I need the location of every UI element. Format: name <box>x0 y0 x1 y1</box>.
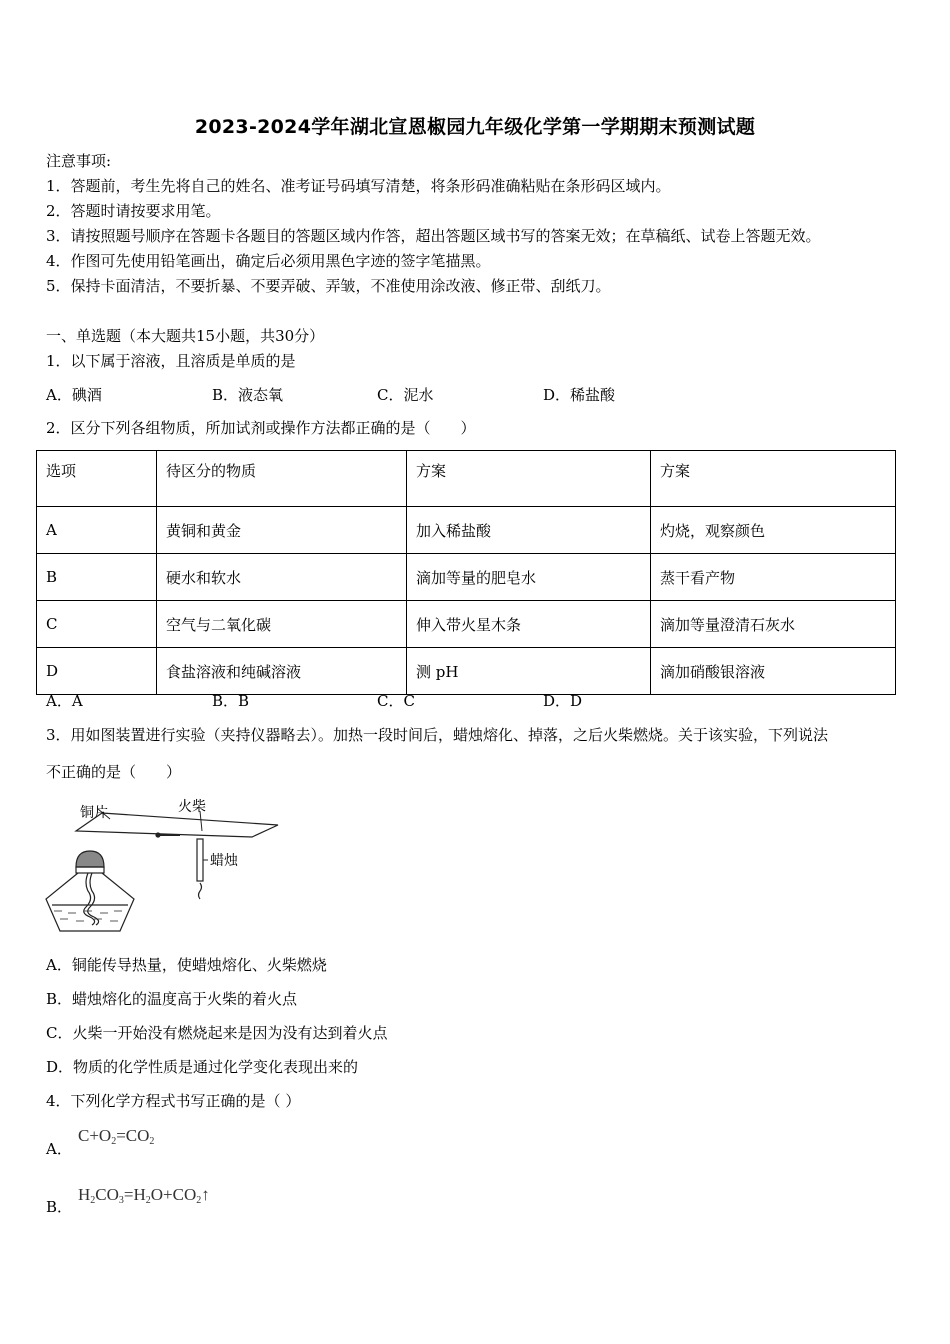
q3-option-c: C．火柴一开始没有燃烧起来是因为没有达到着火点 <box>46 1024 388 1042</box>
q4-option-a-label: A． <box>46 1140 72 1158</box>
q1-stem: 1．以下属于溶液，且溶质是单质的是 <box>46 352 296 370</box>
q2-option-a: A．A <box>46 692 83 710</box>
notice-item-3: 3．请按照题号顺序在答题卡各题目的答题区域内作答，超出答题区域书写的答案无效；在草稿纸、试卷上答题无效。 <box>46 227 821 245</box>
table-cell: A <box>37 507 157 554</box>
table-cell: 蒸干看产物 <box>651 554 896 601</box>
label-match: 火柴 <box>178 799 206 815</box>
table-cell: 硬水和软水 <box>157 554 407 601</box>
q4-stem: 4．下列化学方程式书写正确的是（ ） <box>46 1092 301 1110</box>
candle-drip-shape <box>199 883 202 899</box>
q2-option-d: D．D <box>543 692 583 710</box>
q2-stem: 2．区分下列各组物质，所加试剂或操作方法都正确的是（ ） <box>46 419 476 437</box>
notice-item-2: 2．答题时请按要求用笔。 <box>46 202 221 220</box>
notice-heading: 注意事项: <box>46 152 112 170</box>
table-cell: 滴加硝酸银溶液 <box>651 648 896 695</box>
table-cell: D <box>37 648 157 695</box>
q2-table <box>36 450 896 695</box>
q1-option-d: D．稀盐酸 <box>543 386 616 404</box>
q2-option-b: B．B <box>212 692 250 710</box>
lamp-neck-shape <box>76 867 104 873</box>
q3-option-d: D．物质的化学性质是通过化学变化表现出来的 <box>46 1058 359 1076</box>
lamp-cap-shape <box>76 851 104 867</box>
table-cell: 黄铜和黄金 <box>157 507 407 554</box>
q4-option-b-formula: $H_2CO_3=H_2O+CO_2↑$ <box>78 1185 210 1206</box>
table-header-cell: 选项 <box>37 451 157 507</box>
table-cell: 测 pH <box>407 648 651 695</box>
table-header-cell: 方案 <box>407 451 651 507</box>
table-header-row <box>37 451 896 507</box>
q1-option-a: A．碘酒 <box>46 386 102 404</box>
q4-option-b-label: B． <box>46 1198 73 1216</box>
notice-item-5: 5．保持卡面清洁，不要折暴、不要弄破、弄皱，不准使用涂改液、修正带、刮纸刀。 <box>46 277 611 295</box>
q2-option-c: C．C <box>377 692 415 710</box>
q3-stem-line2: 不正确的是（ ） <box>46 763 182 781</box>
q4-option-a-formula: $C+O_2=CO_2$ <box>78 1126 155 1147</box>
table-row <box>37 601 896 648</box>
q1-option-b: B．液态氧 <box>212 386 284 404</box>
table-cell: 加入稀盐酸 <box>407 507 651 554</box>
q3-option-a: A．铜能传导热量，使蜡烛熔化、火柴燃烧 <box>46 956 327 974</box>
table-row <box>37 554 896 601</box>
notice-item-1: 1．答题前，考生先将自己的姓名、准考证号码填写清楚，将条形码准确粘贴在条形码区域内。 <box>46 177 671 195</box>
table-row <box>37 507 896 554</box>
table-cell: 食盐溶液和纯碱溶液 <box>157 648 407 695</box>
table-cell: C <box>37 601 157 648</box>
table-cell: 灼烧，观察颜色 <box>651 507 896 554</box>
label-candle: 蜡烛 <box>210 853 238 869</box>
page-title: 2023-2024学年湖北宣恩椒园九年级化学第一学期期末预测试题 <box>194 116 756 138</box>
table-cell: 伸入带火星木条 <box>407 601 651 648</box>
section-heading: 一、单选题（本大题共15小题，共30分） <box>46 327 325 345</box>
q3-option-b: B．蜡烛熔化的温度高于火柴的着火点 <box>46 990 298 1008</box>
q1-option-c: C．泥水 <box>377 386 434 404</box>
q3-stem-line1: 3．用如图装置进行实验（夹持仪器略去）。加热一段时间后，蜡烛熔化、掉落，之后火柴燃烧。关于该实验，下列说法 <box>46 726 829 744</box>
candle-shape <box>197 839 203 881</box>
table-cell: 滴加等量的肥皂水 <box>407 554 651 601</box>
notice-item-4: 4．作图可先使用铅笔画出，确定后必须用黑色字迹的签字笔描黑。 <box>46 252 491 270</box>
table-cell: 空气与二氧化碳 <box>157 601 407 648</box>
table-cell: 滴加等量澄清石灰水 <box>651 601 896 648</box>
table-cell: B <box>37 554 157 601</box>
table-header-cell: 方案 <box>651 451 896 507</box>
table-header-cell: 待区分的物质 <box>157 451 407 507</box>
label-copper: 铜片 <box>80 805 108 821</box>
experiment-apparatus-figure <box>40 795 300 945</box>
match-head-shape <box>156 833 160 837</box>
table-row <box>37 648 896 695</box>
